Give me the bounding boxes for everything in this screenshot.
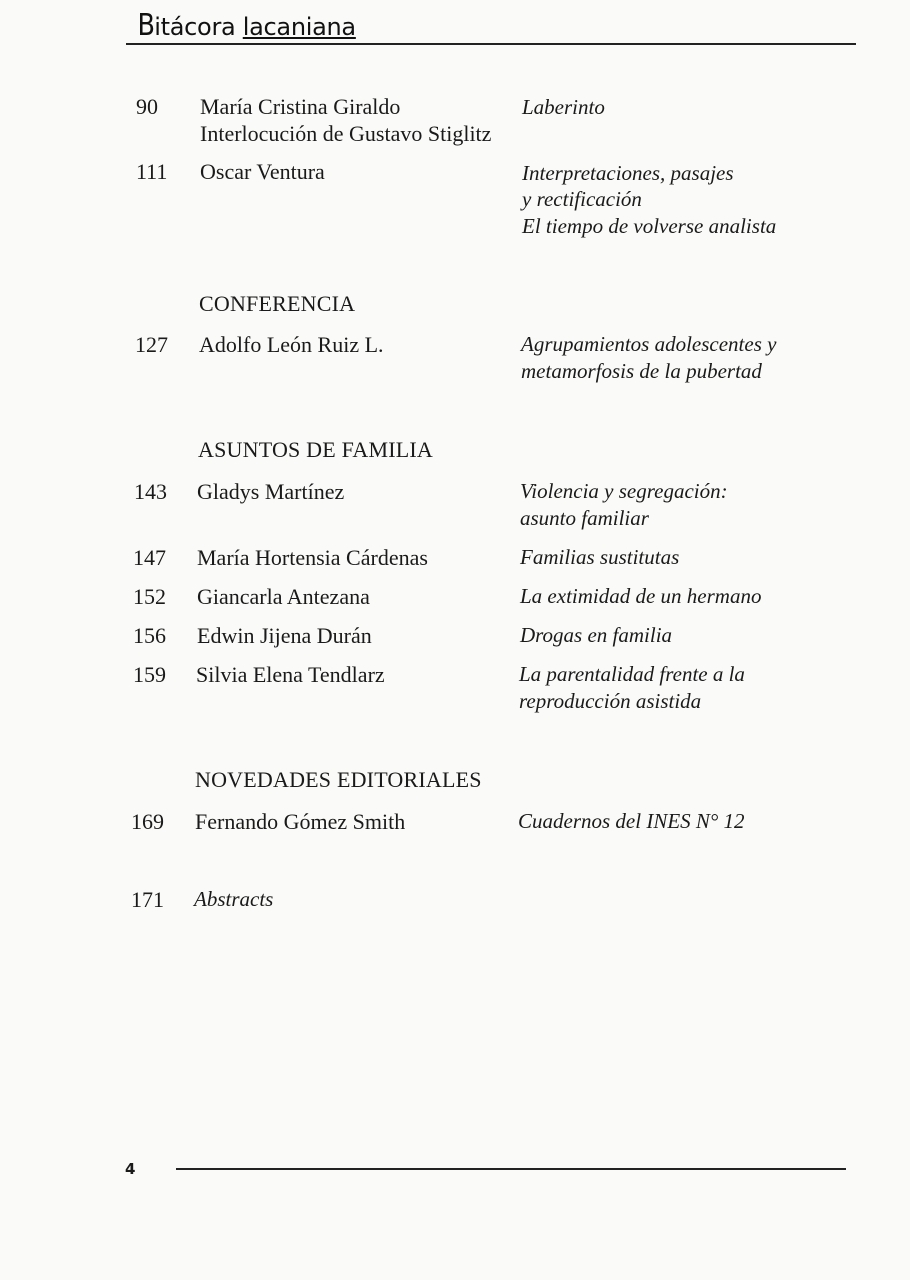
article-subtitle: El tiempo de volverse analista <box>522 214 777 238</box>
author-name: María Hortensia Cárdenas <box>197 545 428 570</box>
page-number: 159 <box>133 662 166 687</box>
author-name: Silvia Elena Tendlarz <box>196 662 385 687</box>
page-number: 171 <box>131 887 164 912</box>
page-number: 127 <box>135 332 168 357</box>
article-title: Violencia y segregación: <box>520 479 728 503</box>
abstracts-label: Abstracts <box>194 887 274 911</box>
page-number: 147 <box>133 545 166 570</box>
author-name: Oscar Ventura <box>200 159 325 184</box>
footer-rule <box>176 1168 846 1170</box>
running-header <box>126 0 856 46</box>
article-title: Interpretaciones, pasajes <box>522 161 734 185</box>
section-heading: ASUNTOS DE FAMILIA <box>198 437 434 462</box>
article-title: Laberinto <box>522 95 605 119</box>
page-number: 111 <box>136 159 168 184</box>
page-number: 143 <box>134 479 167 504</box>
header-rule <box>126 43 856 45</box>
article-title: La parentalidad frente a la <box>519 662 745 686</box>
article-title: Familias sustitutas <box>520 545 680 569</box>
author-name: María Cristina Giraldo <box>200 94 401 119</box>
author-name: Gladys Martínez <box>197 479 345 504</box>
article-title: La extimidad de un hermano <box>520 584 762 608</box>
article-title-line: metamorfosis de la pubertad <box>521 359 762 383</box>
author-name: Edwin Jijena Durán <box>197 623 372 648</box>
section-heading: CONFERENCIA <box>199 291 356 316</box>
article-title-line: reproducción asistida <box>519 689 702 713</box>
author-name: Giancarla Antezana <box>197 584 370 609</box>
author-interlocution: Interlocución de Gustavo Stiglitz <box>200 121 492 146</box>
article-title: Cuadernos del INES N° 12 <box>518 809 745 833</box>
page-number: 169 <box>131 809 164 834</box>
page-number: 152 <box>133 584 166 609</box>
author-name: Adolfo León Ruiz L. <box>199 332 384 357</box>
page-number: 156 <box>133 623 166 648</box>
section-heading: NOVEDADES EDITORIALES <box>195 767 482 792</box>
page-number: 90 <box>136 94 158 119</box>
author-name: Fernando Gómez Smith <box>195 809 406 834</box>
folio-page-number: 4 <box>125 1160 136 1178</box>
article-title: Drogas en familia <box>520 623 673 647</box>
article-title-line: y rectificación <box>522 187 642 211</box>
article-title: Agrupamientos adolescentes y <box>521 332 777 356</box>
article-title-line: asunto familiar <box>520 506 649 530</box>
journal-logo: Bitácora lacaniana <box>137 8 356 43</box>
